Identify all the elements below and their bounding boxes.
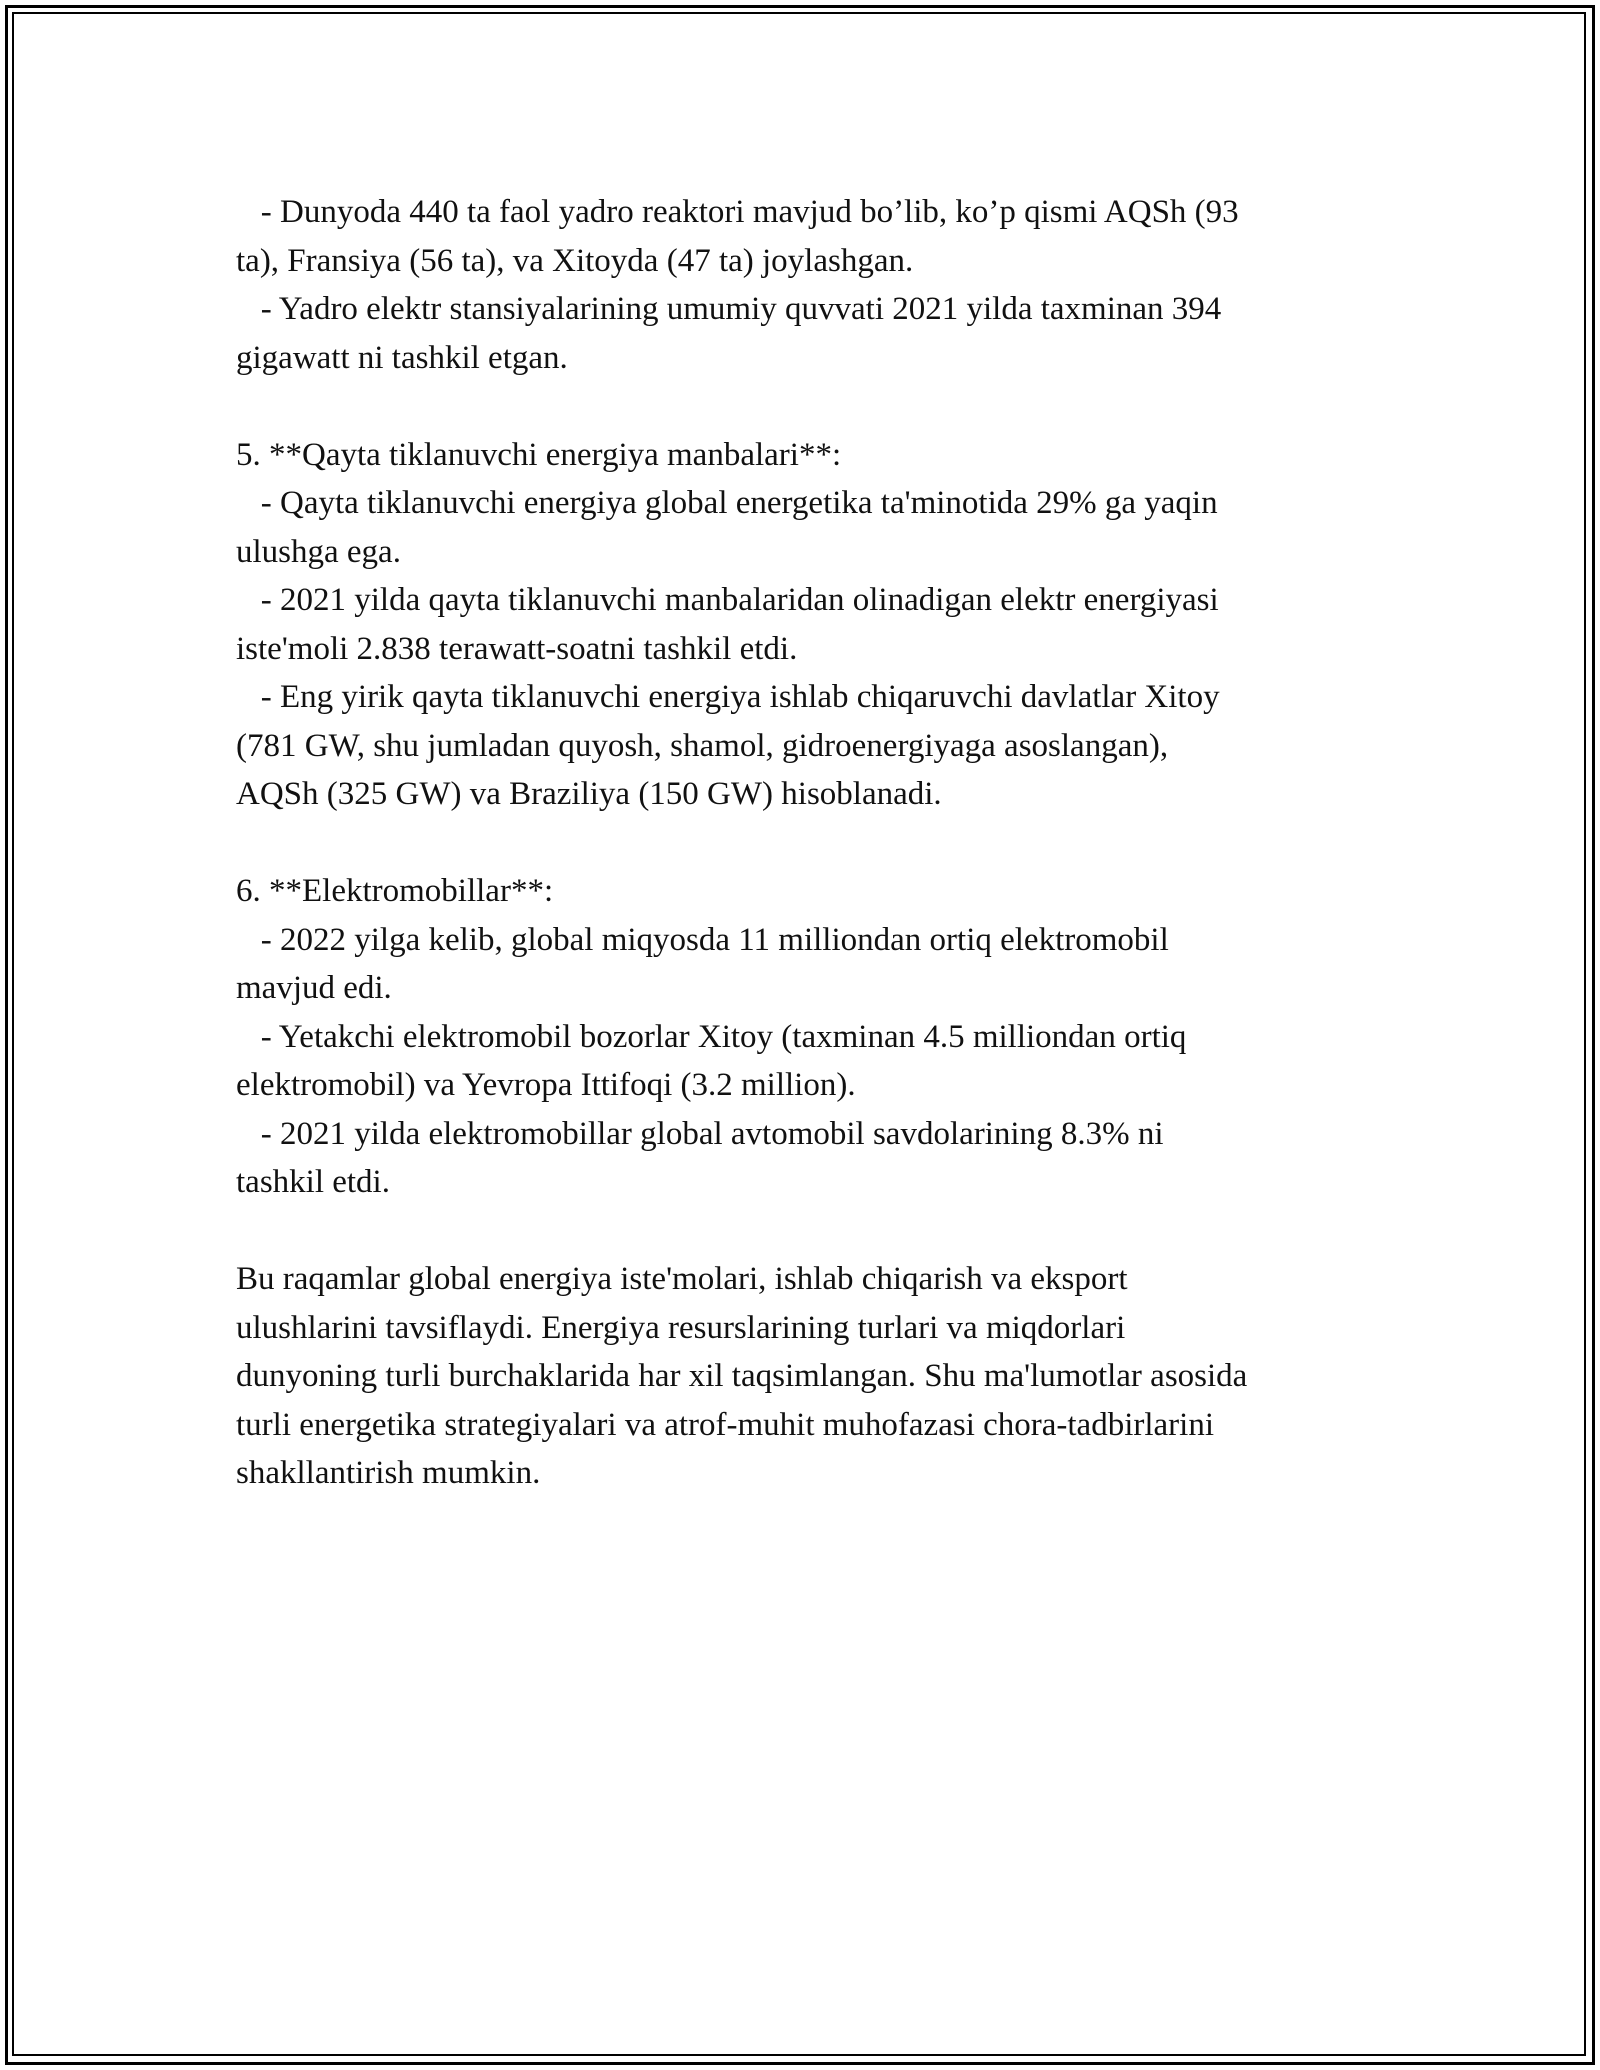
list-item-continuation: mavjud edi.: [236, 970, 392, 1006]
paragraph-gap: [236, 1207, 1376, 1256]
list-item: - Dunyoda 440 ta faol yadro reaktori mavjud bo’lib, ko’p qismi AQSh (93: [236, 194, 1239, 230]
electric-vehicles-section: [236, 867, 1376, 1207]
list-item-continuation: (781 GW, shu jumladan quyosh, shamol, gidroenergiyaga asoslangan),: [236, 727, 1169, 764]
paragraph-line: turli energetika strategiyalari va atrof-muhit muhofazasi chora-tadbirlarini: [236, 1406, 1214, 1443]
paragraph-line: shakllantirish mumkin.: [236, 1455, 541, 1491]
list-item-continuation: iste'moli 2.838 terawatt-soatni tashkil etdi.: [236, 630, 798, 667]
document-body: [236, 188, 1376, 1498]
paragraph-gap: [236, 382, 1376, 431]
list-item-continuation: ulushga ega.: [236, 533, 401, 570]
list-item-continuation: elektromobil) va Yevropa Ittifoqi (3.2 million).: [236, 1067, 856, 1103]
paragraph-line: ulushlarini tavsiflaydi. Energiya resurslarining turlari va miqdorlari: [236, 1309, 1126, 1346]
paragraph-line: dunyoning turli burchaklarida har xil taqsimlangan. Shu ma'lumotlar asosida: [236, 1358, 1248, 1394]
list-item-continuation: ta), Fransiya (56 ta), va Xitoyda (47 ta) joylashgan.: [236, 242, 914, 279]
list-item: - Qayta tiklanuvchi energiya global energetika ta'minotida 29% ga yaqin: [236, 485, 1218, 521]
section-heading: 5. **Qayta tiklanuvchi energiya manbalari**:: [236, 436, 842, 473]
list-item-continuation: AQSh (325 GW) va Braziliya (150 GW) hisoblanadi.: [236, 776, 942, 812]
conclusion-paragraph: [236, 1255, 1376, 1498]
list-item: - Yetakchi elektromobil bozorlar Xitoy (taxminan 4.5 milliondan ortiq: [236, 1018, 1187, 1055]
list-item: - Yadro elektr stansiyalarining umumiy quvvati 2021 yilda taxminan 394: [236, 291, 1222, 327]
list-item-continuation: tashkil etdi.: [236, 1164, 390, 1200]
list-item: - 2022 yilga kelib, global miqyosda 11 milliondan ortiq elektromobil: [236, 921, 1169, 958]
paragraph-gap: [236, 819, 1376, 868]
list-item: - 2021 yilda elektromobillar global avtomobil savdolarining 8.3% ni: [236, 1115, 1164, 1152]
list-item: - Eng yirik qayta tiklanuvchi energiya ishlab chiqaruvchi davlatlar Xitoy: [236, 679, 1220, 715]
renewables-section: [236, 431, 1376, 819]
paragraph-line: Bu raqamlar global energiya iste'molari, ishlab chiqarish va eksport: [236, 1261, 1128, 1297]
list-item-continuation: gigawatt ni tashkil etgan.: [236, 339, 568, 376]
list-item: - 2021 yilda qayta tiklanuvchi manbalaridan olinadigan elektr energiyasi: [236, 582, 1219, 618]
section-heading: 6. **Elektromobillar**:: [236, 873, 554, 909]
nuclear-section: [236, 188, 1376, 382]
